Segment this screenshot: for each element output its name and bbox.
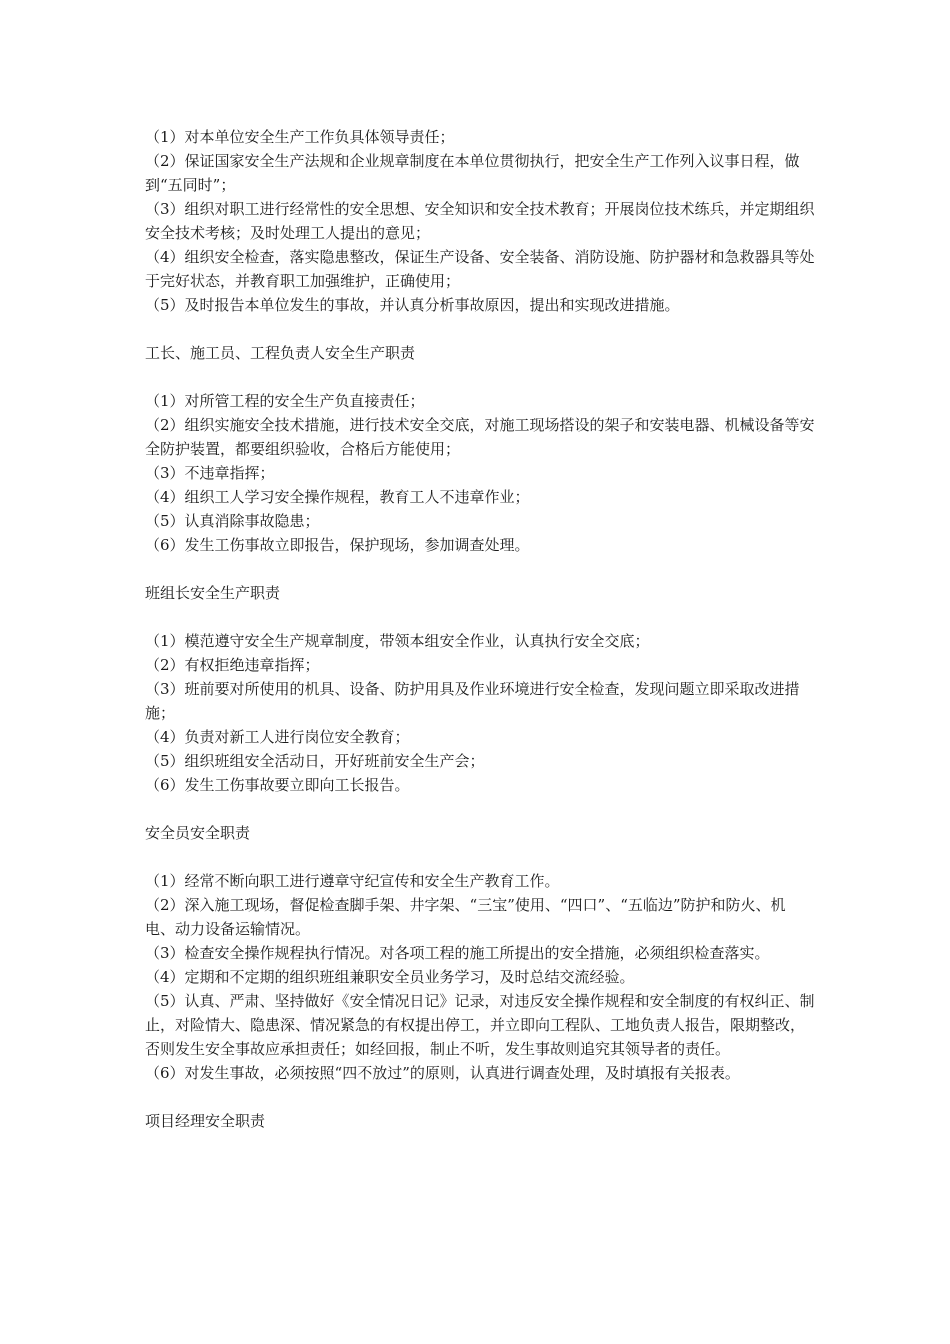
section-heading: 项目经理安全职责 xyxy=(145,1112,266,1130)
duty-item: （2）有权拒绝违章指挥； xyxy=(145,656,320,674)
duty-item: （1）模范遵守安全生产规章制度，带领本组安全作业，认真执行安全交底； xyxy=(145,632,650,650)
section-heading: 班组长安全生产职责 xyxy=(145,584,281,602)
duty-item: （2）深入施工现场，督促检查脚手架、井字架、“三宝”使用、“四口”、“五临边”防护和防火、机电、动力设备运输情况。 xyxy=(145,896,786,938)
duty-item: （4）定期和不定期的组织班组兼职安全员业务学习，及时总结交流经验。 xyxy=(145,968,635,986)
duty-item: （3）不违章指挥； xyxy=(145,464,275,482)
duty-item: （2）组织实施安全技术措施，进行技术安全交底，对施工现场搭设的架子和安装电器、机械设备等安全防护装置，都要组织验收，合格后方能使用； xyxy=(145,416,815,458)
section-foreman-duties xyxy=(145,341,815,557)
section-team-leader-duties xyxy=(145,581,815,797)
duty-item: （5）组织班组安全活动日，开好班前安全生产会； xyxy=(145,752,485,770)
duty-item: （4）组织工人学习安全操作规程，教育工人不违章作业； xyxy=(145,488,530,506)
section-safety-officer-duties xyxy=(145,821,815,1085)
section-heading: 工长、施工员、工程负责人安全生产职责 xyxy=(145,344,416,362)
duty-item: （3）检查安全操作规程执行情况。对各项工程的施工所提出的安全措施，必须组织检查落实。 xyxy=(145,944,770,962)
duty-item: （1）对本单位安全生产工作负具体领导责任； xyxy=(145,128,455,146)
duty-item: （4）负责对新工人进行岗位安全教育； xyxy=(145,728,410,746)
duty-item: （1）对所管工程的安全生产负直接责任； xyxy=(145,392,425,410)
duty-item: （5）认真、严肃、坚持做好《安全情况日记》记录，对违反安全操作规程和安全制度的有权纠正、制止，对险情大、隐患深、情况紧急的有权提出停工，并立即向工程队、工地负责人报告，限期整改，否则发生安全事故应承担责任；如经回报，制止不听，发生事故则追究其领导者的责任。 xyxy=(145,992,815,1058)
duty-item: （5）及时报告本单位发生的事故，并认真分析事故原因，提出和实现改进措施。 xyxy=(145,296,680,314)
duty-item: （1）经常不断向职工进行遵章守纪宣传和安全生产教育工作。 xyxy=(145,872,560,890)
section-project-manager-duties xyxy=(145,1109,815,1133)
document-body xyxy=(145,125,815,1133)
duty-item: （3）班前要对所使用的机具、设备、防护用具及作业环境进行安全检查，发现问题立即采取改进措施； xyxy=(145,680,800,722)
duty-item: （2）保证国家安全生产法规和企业规章制度在本单位贯彻执行，把安全生产工作列入议事日程，做到“五同时”； xyxy=(145,152,800,194)
duty-item: （3）组织对职工进行经常性的安全思想、安全知识和安全技术教育；开展岗位技术练兵，并定期组织安全技术考核；及时处理工人提出的意见； xyxy=(145,200,815,242)
duty-item: （4）组织安全检查，落实隐患整改，保证生产设备、安全装备、消防设施、防护器材和急救器具等处于完好状态，并教育职工加强维护，正确使用； xyxy=(145,248,815,290)
section-unit-leader-duties xyxy=(145,125,815,317)
duty-item: （6）对发生事故，必须按照“四不放过”的原则，认真进行调查处理，及时填报有关报表。 xyxy=(145,1064,740,1082)
duty-item: （6）发生工伤事故要立即向工长报告。 xyxy=(145,776,410,794)
duty-item: （6）发生工伤事故立即报告，保护现场，参加调查处理。 xyxy=(145,536,530,554)
duty-item: （5）认真消除事故隐患； xyxy=(145,512,320,530)
section-heading: 安全员安全职责 xyxy=(145,824,251,842)
